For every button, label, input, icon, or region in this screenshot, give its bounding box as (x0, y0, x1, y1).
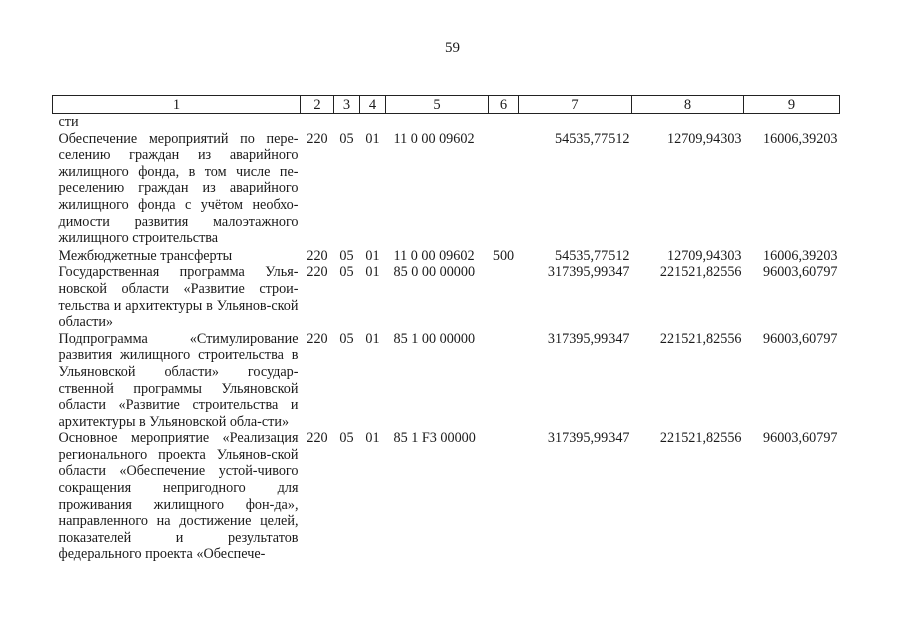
cell-c5: 85 0 00 00000 (393, 264, 476, 281)
cell-c9: 96003,60797 (763, 430, 838, 447)
cell-c7: 317395,99347 (547, 430, 630, 447)
row-name: Основное мероприятие «Реализация регионального проекта Ульянов-ской области «Обеспечение устой-чивого сокращения непригодного для проживания жилищного фон-да», направленного на достижение целей, показателей и результатов федерального проекта «Обеспече- (58, 430, 299, 563)
row-name: Обеспечение мероприятий по пере-селению граждан из аварийного жилищного фонда, в том числе пе-реселению граждан из аварийного жилищного фонда с учётом необхо-димости развития малоэтажного жилищного строительства (58, 130, 299, 247)
column-header-8: 8 (632, 96, 744, 114)
cell-c7: 317395,99347 (547, 330, 630, 347)
cell-c9: 96003,60797 (763, 264, 838, 281)
column-header-7: 7 (519, 96, 632, 114)
column-header-6: 6 (489, 96, 519, 114)
cell-c4: 01 (365, 264, 380, 281)
cell-c2 (301, 114, 334, 131)
cell-c8 (632, 114, 744, 131)
column-header-3: 3 (334, 96, 360, 114)
cell-c9: 16006,39203 (763, 130, 838, 147)
cell-c4 (360, 114, 386, 131)
cell-c2: 220 (306, 264, 328, 281)
cell-c6 (489, 264, 519, 330)
table-row (53, 131, 840, 247)
cell-c2: 220 (306, 130, 328, 147)
column-header-4: 4 (360, 96, 386, 114)
cell-c8: 221521,82556 (659, 430, 742, 447)
cell-c7: 54535,77512 (555, 247, 630, 264)
cell-c5: 11 0 00 09602 (393, 130, 475, 147)
cell-c4: 01 (365, 247, 380, 264)
cell-c5: 85 1 F3 00000 (393, 430, 476, 447)
cell-c7 (519, 114, 632, 131)
cell-c2: 220 (306, 430, 328, 447)
budget-table (52, 95, 840, 563)
cell-c2: 220 (306, 330, 328, 347)
row-name: Межбюджетные трансферты (58, 247, 233, 264)
row-name: Подпрограмма «Стимулирование развития жилищного строительства в Ульяновской области» государ-ственной программы Ульяновской области «Развитие строительства и архитектуры в Ульяновской обла-сти» (58, 330, 299, 430)
table-row (53, 331, 840, 431)
header-row (53, 96, 840, 114)
cell-c5: 11 0 00 09602 (393, 247, 475, 264)
cell-c7: 317395,99347 (547, 264, 630, 281)
cell-c5 (386, 114, 489, 131)
table-row (53, 247, 840, 265)
column-header-1: 1 (53, 96, 301, 114)
cell-c8: 12709,94303 (667, 247, 742, 264)
cell-c6 (489, 114, 519, 131)
cell-c6: 500 (492, 247, 515, 264)
cell-c9: 16006,39203 (763, 247, 838, 264)
table-row (53, 114, 840, 131)
table-row (53, 430, 840, 563)
cell-c3: 05 (339, 264, 354, 281)
page-number: 59 (445, 40, 460, 56)
cell-c4: 01 (365, 430, 380, 447)
column-header-9: 9 (744, 96, 840, 114)
cell-c6 (489, 331, 519, 431)
cell-c3: 05 (339, 130, 354, 147)
column-header-2: 2 (301, 96, 334, 114)
cell-c9: 96003,60797 (763, 330, 838, 347)
cell-c8: 221521,82556 (659, 330, 742, 347)
cell-c3: 05 (339, 247, 354, 264)
table-row (53, 264, 840, 330)
cell-c3 (334, 114, 360, 131)
column-header-5: 5 (386, 96, 489, 114)
row-name: Государственная программа Улья-новской области «Развитие строи-тельства и архитектуры в Ульянов-ской области» (58, 264, 299, 331)
cell-c6 (489, 131, 519, 247)
cell-c4: 01 (365, 130, 380, 147)
cell-c3: 05 (339, 330, 354, 347)
cell-c8: 12709,94303 (667, 130, 742, 147)
row-name: сти (58, 114, 79, 130)
cell-c9 (744, 114, 840, 131)
cell-c2: 220 (306, 247, 328, 264)
cell-c4: 01 (365, 330, 380, 347)
cell-c8: 221521,82556 (659, 264, 742, 281)
cell-c7: 54535,77512 (555, 130, 630, 147)
cell-c3: 05 (339, 430, 354, 447)
cell-c6 (489, 430, 519, 563)
cell-c5: 85 1 00 00000 (393, 330, 476, 347)
